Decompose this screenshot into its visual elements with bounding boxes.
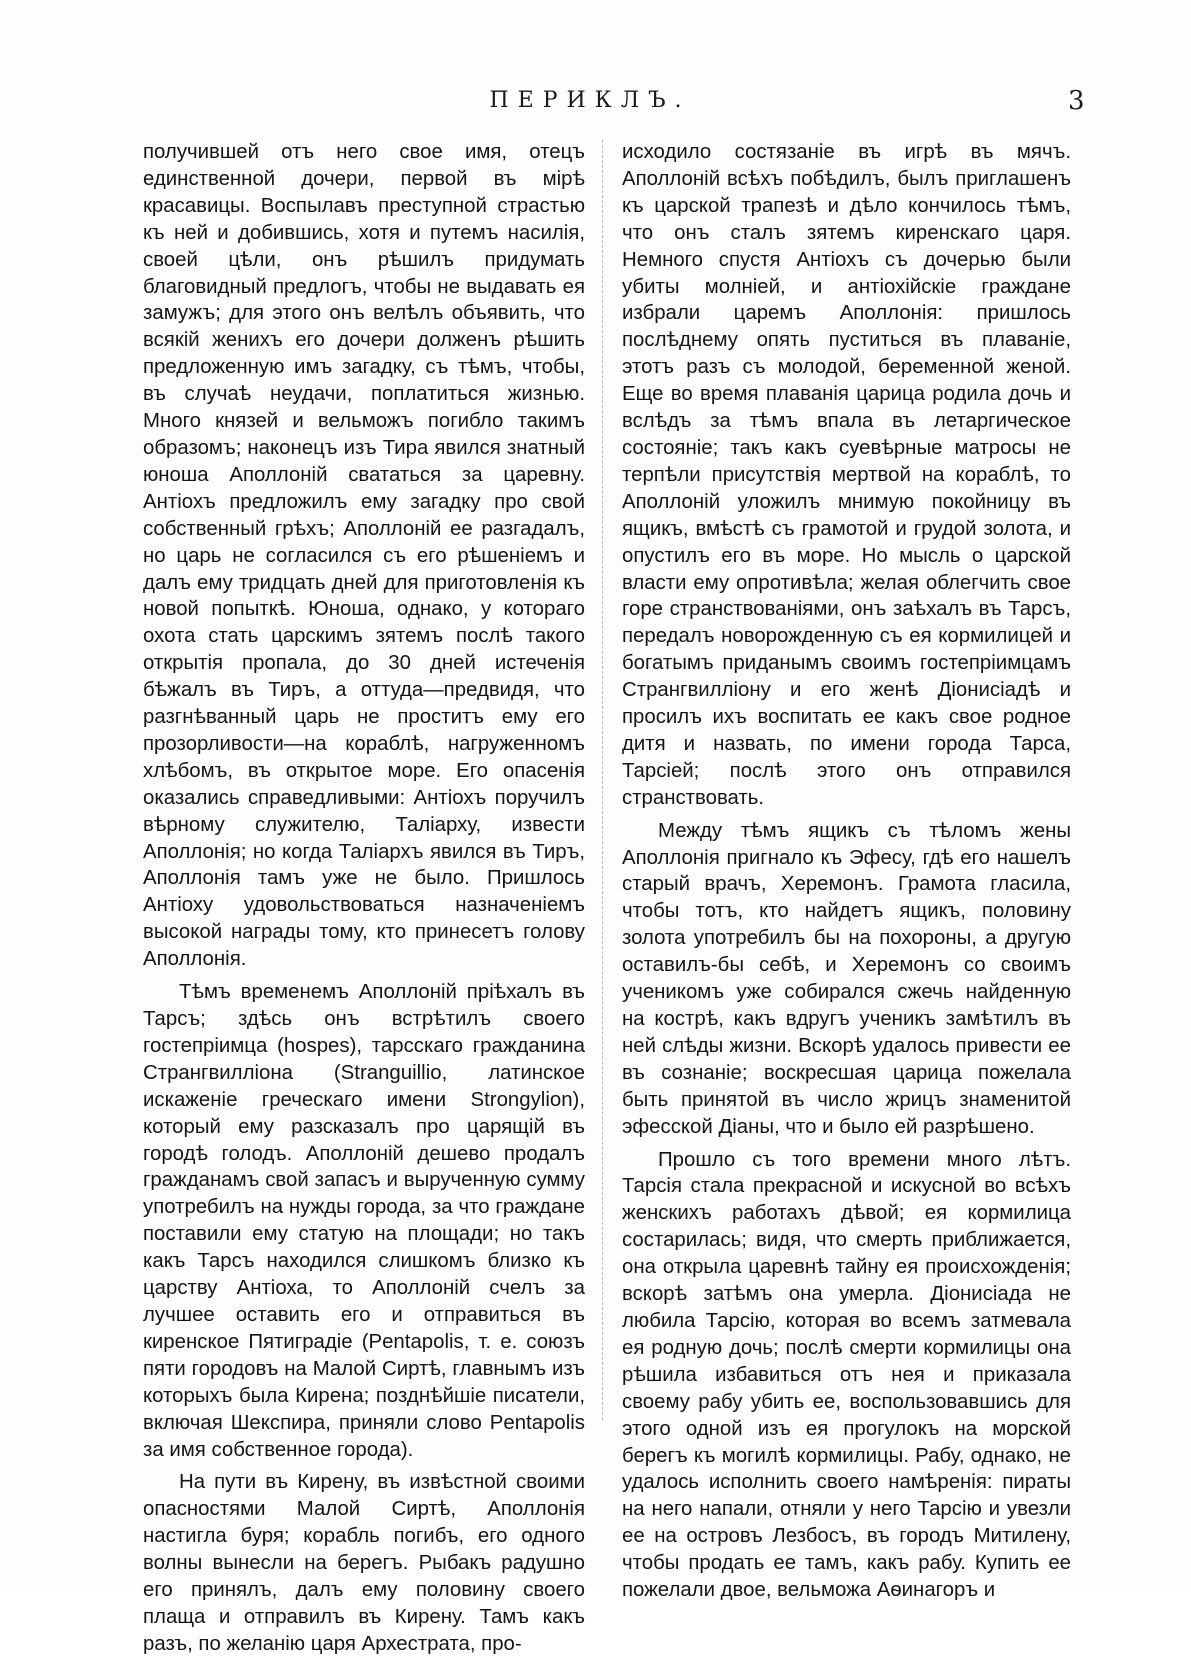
paragraph: Прошло съ того времени много лѣтъ. Тарсія стала прекрасной и искусной во всѣхъ женскихъ работахъ дѣвой; ея кормилица состарилась; видя, что смерть приближается, она открыла царевнѣ тайну ея происхожденія; вскорѣ затѣмъ она умерла. Діонисіада не любила Тарсію, которая во всемъ затмевала ея родную дочь; послѣ смерти кормилицы она рѣшила избавиться отъ нея и приказала своему рабу убить ее, воспользовавшись для этого одной изъ ея прогулокъ на морской берегъ къ могилѣ кормилицы. Рабу, однако, не удалось исполнить своего намѣренія: пираты на него напали, отняли у него Тарсію и увезли ее на островъ Лезбосъ, въ городъ Митилену, чтобы продать ее тамъ, какъ рабу. Купить ее пожелали двое, вельможа Аѳинагоръ и: [622, 1148, 1071, 1602]
running-title: ПЕРИКЛЪ.: [489, 88, 691, 113]
right-column: [622, 139, 1071, 1604]
column-divider: [602, 140, 604, 1420]
paragraph: получившей отъ него свое имя, отецъ единственной дочери, первой въ мірѣ красавицы. Воспылавъ преступной страстью къ ней и добившись, хотя и путемъ насилія, своей цѣли, онъ рѣшилъ придумать благовидный предлогъ, чтобы не выдавать ея замужъ; для этого онъ велѣлъ объявить, что всякій женихъ его дочери долженъ рѣшить предложенную имъ загадку, съ тѣмъ, чтобы, въ случаѣ неудачи, поплатиться жизнью. Много князей и вельможъ погибло такимъ образомъ; наконецъ изъ Тира явился знатный юноша Аполлоній свататься за царевну. Антіохъ предложилъ ему загадку про свой собственный грѣхъ; Аполлоній ее разгадалъ, но царь не согласился съ его рѣшеніемъ и далъ ему тридцать дней для приготовленія къ новой попыткѣ. Юноша, однако, у котораго охота стать царскимъ зятемъ послѣ такого открытія пропала, до 30 дней истеченія бѣжалъ въ Тиръ, а оттуда—предвидя, что разгнѣванный царь не проститъ ему его прозорливости—на кораблѣ, нагруженномъ хлѣбомъ, въ открытое море. Его опасенія оказались справедливыми: Антіохъ поручилъ вѣрному служителю, Таліарху, извести Аполлонія; но когда Таліархъ явился въ Тиръ, Аполлонія тамъ уже не было. Пришлось Антіоху удовольствоваться назначеніемъ высокой награды тому, кто принесетъ голову Аполлонія.: [143, 141, 585, 971]
page-number: 3: [1068, 86, 1085, 116]
paragraph: Между тѣмъ ящикъ съ тѣломъ жены Аполлонія пригнало къ Эфесу, гдѣ его нашелъ старый врачъ, Херемонъ. Грамота гласила, чтобы тотъ, кто найдетъ ящикъ, половину золота употребилъ бы на похороны, а другую оставилъ-бы себѣ, и Херемонъ со своимъ ученикомъ уже собирался сжечь найденную на кострѣ, какъ вдругъ ученикъ замѣтилъ въ ней слѣды жизни. Вскорѣ удалось привести ее въ сознаніе; воскресшая царица пожелала быть принятой въ число жрицъ знаменитой эфесской Діаны, что и было ей разрѣшено.: [622, 819, 1071, 1138]
paragraph: Тѣмъ временемъ Аполлоній пріѣхалъ въ Тарсъ; здѣсь онъ встрѣтилъ своего гостепріимца (hospes), тарсскаго гражданина Странгвилліона (Stranguillio, латинское искаженіе греческаго имени Strongylion), который ему разсказалъ про царящій въ городѣ голодъ. Аполлоній дешево продалъ гражданамъ свой запасъ и вырученную сумму употребилъ на нужды города, за что граждане поставили ему статую на площади; но такъ какъ Тарсъ находился слишкомъ близко къ царству Антіоха, то Аполлоній счелъ за лучшее оставить его и отправиться въ киренское Пятиградіе (Pentapolis, т. е. союзъ пяти городовъ на Малой Сиртѣ, главнымъ изъ которыхъ была Кирена; позднѣйшіе писатели, включая Шекспира, приняли слово Pentapolis за имя собственное города).: [143, 981, 585, 1461]
left-column: [143, 139, 585, 1658]
paragraph: исходило состязаніе въ игрѣ въ мячъ. Аполлоній всѣхъ побѣдилъ, былъ приглашенъ къ царской трапезѣ и дѣло кончилось тѣмъ, что онъ сталъ зятемъ киренскаго царя. Немного спустя Антіохъ съ дочерью были убиты молніей, и антіохійскіе граждане избрали царемъ Аполлонія: пришлось послѣднему опять пуститься въ плаваніе, этотъ разъ съ молодой, беременной женой. Еще во время плаванія царица родила дочь и вслѣдъ за тѣмъ впала въ летаргическое состояніе; такъ какъ суевѣрные матросы не терпѣли присутствія мертвой на кораблѣ, то Аполлоній уложилъ мнимую покойницу въ ящикъ, вмѣстѣ съ грамотой и грудой золота, и опустилъ его въ море. Но мысль о царской власти ему опротивѣла; желая облегчить свое горе странствованіями, онъ заѣхалъ въ Тарсъ, передалъ новорожденную съ ея кормилицей и богатымъ приданымъ своимъ гостепріимцамъ Странгвилліону и его женѣ Діонисіадѣ и просилъ ихъ воспитать ее какъ свое родное дитя и назвать, по имени города Тарса, Тарсіей; послѣ этого онъ отправился странствовать.: [622, 141, 1071, 809]
paragraph: На пути въ Кирену, въ извѣстной своими опасностями Малой Сиртѣ, Аполлонія настигла буря; корабль погибъ, его одного волны вынесли на берегъ. Рыбакъ радушно его принялъ, далъ ему половину своего плаща и отправилъ въ Кирену. Тамъ какъ разъ, по желанію царя Архестрата, про-: [143, 1471, 585, 1655]
